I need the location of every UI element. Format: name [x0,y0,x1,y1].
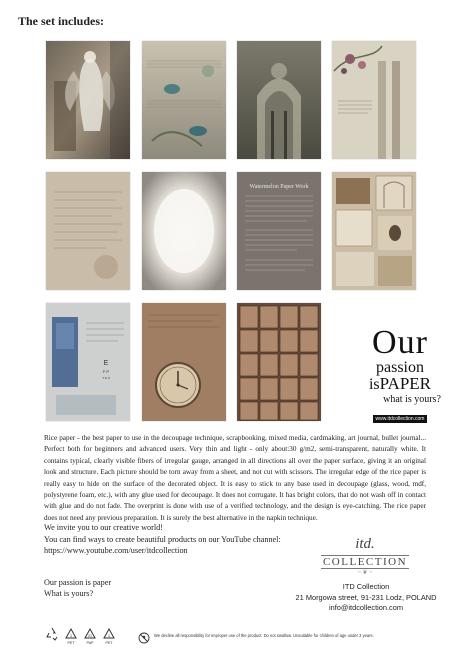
white-frame-sheet [142,172,226,290]
no-children-icon [138,631,150,649]
clock-sheet [142,303,226,421]
birds-sheet-music-sheet [142,41,226,159]
svg-text:T O Z: T O Z [102,376,110,380]
invite-line-2: You can find ways to create beautiful products on our YouTube channel: [44,534,281,544]
pet-recycle-icon-2 [101,627,117,646]
watermelon-text-sheet [237,172,321,290]
motto-line-1: Our passion is paper [44,578,112,587]
blue-door-sheet [46,303,130,421]
gothic-arch-sheet [237,41,321,159]
logo-flourish: ~ ❦ ~ [357,570,373,576]
flowers-columns-sheet [332,41,416,159]
pap-label: PAP [86,641,94,645]
badge-url[interactable]: www.itdcollection.com [373,415,428,423]
vintage-ephemera-sheet [332,172,416,290]
photo-collage-sheet [237,303,321,421]
badge-is-paper [352,376,448,393]
faded-script-sheet [46,172,130,290]
badge-paper: PAPER [379,374,432,393]
invite-block [44,522,344,557]
invite-line-1: We invite you to our creative world! [44,523,163,532]
pap-recycle-icon [82,627,98,646]
svg-text:Watermelon Paper Work: Watermelon Paper Work [249,184,309,190]
angel-window-sheet [46,41,130,159]
pet-label: PET [67,641,75,645]
svg-text:1: 1 [107,633,111,638]
svg-text:1: 1 [69,633,73,638]
badge-our: Our [372,324,428,361]
youtube-link[interactable]: https://www.youtube.com/user/itdcollection [44,546,188,555]
set-title: The set includes: [18,14,105,28]
pet-label-2: PET [105,641,113,645]
svg-text:21: 21 [88,634,92,638]
company-name: ITD Collection [342,582,390,591]
pet-recycle-icon [63,627,79,646]
badge-question: what is yours? [383,394,441,405]
svg-text:E: E [103,360,109,367]
badge-passion: passion [376,359,424,376]
logo-brand: COLLECTION [322,556,408,568]
company-email[interactable]: info@itdcollection.com [328,603,404,612]
badge-is: is [368,376,380,393]
product-description: Rice paper - the best paper to use in the decoupage technique, scrapbooking, mixed media, cardmaking, art journal, bullet journal... Perfect both for beginners and advanced users. Very thin and light - only about:30 g/m2, semi-transparent, naturally white. It contains typical, clearly visible fibers of irregular gauge, arranged in all directions all over the paper surface, giving it an original look and structure. Each picture should be torn away from a sheet, and not cut with scissors. The irregular edge of the rice paper is really easy to hide on the surface of the decorated object. It is easy to stick to any base used in decoupage (glass, wood, mdf, polystyrene foam, etc.), with any glue used for decoupage. It does not corrugate. It has bright colors, that do not wash off in contact with glue and do not fade. The overprint is done with use of a verified technology, and the design is eye-catching. The rice paper does not need any previous preparation. It is surely the best alternative in the napkin technique. [44,434,426,522]
motto-block [44,577,164,599]
company-address: 21 Morgowa street, 91-231 Lodz, POLAND [295,592,437,602]
recycle-icon [44,627,60,641]
company-info [278,582,454,614]
footer-icons [44,627,117,651]
itd-collection-logo [316,537,414,577]
passion-badge [352,326,448,422]
footer-disclaimer: We decline all responsibility for improper use of the product. Do not swallow. Unsuitable for children of age under 3 years. [154,633,374,638]
motto-line-2: What is yours? [44,589,94,598]
svg-text:F P: F P [102,369,110,374]
logo-script: itd. [355,536,375,552]
